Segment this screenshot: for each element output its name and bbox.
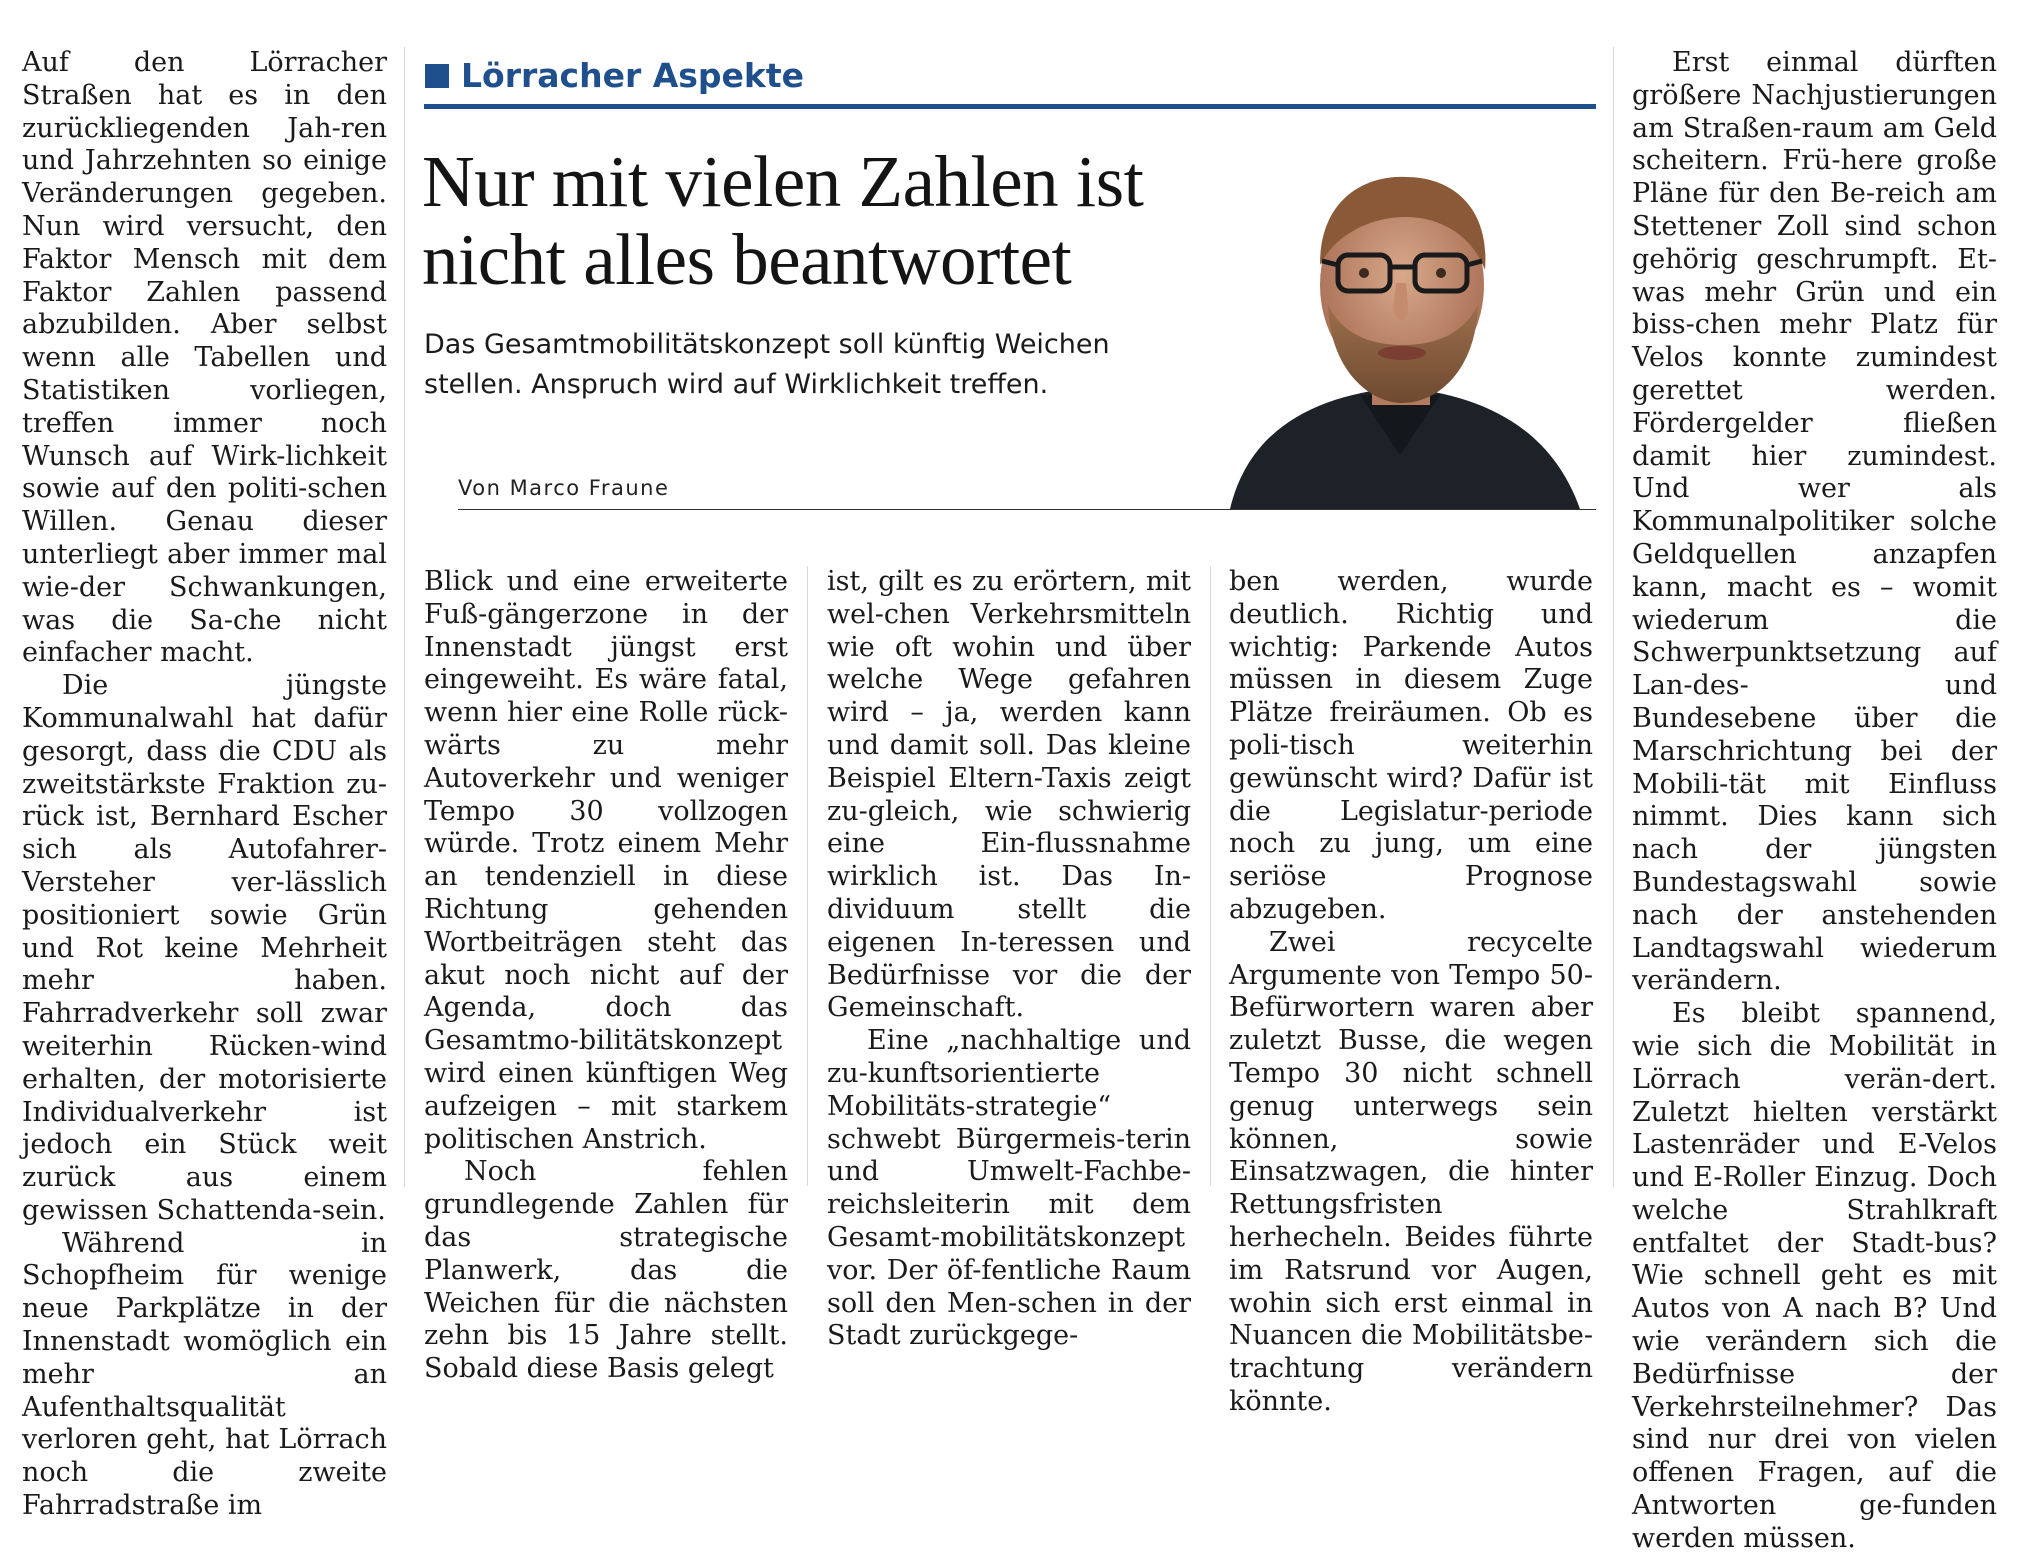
article-column-1: [22, 47, 387, 1522]
byline-rule: [458, 509, 1596, 510]
deck: [424, 325, 1184, 405]
paragraph: ist, gilt es zu erörtern, mit wel-chen Verkehrsmitteln wie oft wohin und über welche Wege gefahren wird – ja, werden kann und damit soll. Das kleine Beispiel Eltern-Taxis zeigt zu-gleich, wie schwierig eine Ein-flussnahme wirklich ist. Das In-dividuum stellt die eigenen In-teressen und Bedürfnisse vor die der Gemeinschaft.: [827, 566, 1191, 1024]
paragraph: Auf den Lörracher Straßen hat es in den zurückliegenden Jah-ren und Jahrzehnten so einige Veränderungen gegeben. Nun wird versucht, den Faktor Mensch mit dem Faktor Zahlen passend abzubilden. Aber selbst wenn alle Tabellen und Statistiken vorliegen, treffen immer noch Wunsch auf Wirk-lichkeit sowie auf den politi-schen Willen. Genau dieser unterliegt aber immer mal wie-der Schwankungen, was die Sa-che nicht einfacher macht.: [22, 47, 387, 669]
article-column-3: [827, 566, 1191, 1353]
byline: Von Marco Fraune: [458, 476, 670, 500]
headline: [422, 143, 1242, 299]
paragraph: Die jüngste Kommunalwahl hat dafür gesorgt, dass die CDU als zweitstärkste Fraktion zu-rück ist, Bernhard Escher sich als Autofahrer-Versteher ver-lässlich positioniert sowie Grün und Rot keine Mehrheit mehr haben. Fahrradverkehr soll zwar weiterhin Rücken-wind erhalten, der motorisierte Individualverkehr ist jedoch ein Stück weit zurück aus einem gewissen Schattenda-sein.: [22, 670, 387, 1226]
paragraph: Erst einmal dürften größere Nachjustierungen am Straßen-raum am Geld scheitern. Frü-here große Pläne für den Be-reich am Stettener Zoll sind schon gehörig geschrumpft. Et-was mehr Grün und ein biss-chen mehr Platz für Velos konnte zumindest gerettet werden. Fördergelder fließen damit hier zumindest. Und wer als Kommunalpolitiker solche Geldquellen anzapfen kann, macht es – womit wiederum die Schwerpunktsetzung auf Lan-des- und Bundesebene über die Marschrichtung bei der Mobili-tät mit Einfluss nimmt. Dies kann sich nach der jüngsten Bundestagswahl sowie nach der anstehenden Landtagswahl wiederum verändern.: [1632, 47, 1997, 997]
deck-line: Das Gesamtmobilitätskonzept soll künftig Weichen: [424, 329, 1110, 360]
column-divider: [1210, 566, 1211, 1186]
deck-line: stellen. Anspruch wird auf Wirklichkeit treffen.: [424, 369, 1049, 400]
paragraph: Es bleibt spannend, wie sich die Mobilität in Lörrach verän-dert. Zuletzt hielten verstärkt Lastenräder und E-Velos und E-Roller Einzug. Doch welche Strahlkraft entfaltet der Stadt-bus? Wie schnell geht es mit Autos von A nach B? Und wie verändern sich die Bedürfnisse der Verkehrsteilnehmer? Das sind nur drei von vielen offenen Fragen, auf die Antworten ge-funden werden müssen.: [1632, 998, 1997, 1554]
author-portrait-icon: [1210, 155, 1590, 509]
rubric-square-icon: [425, 64, 449, 88]
rubric-rule: [424, 104, 1596, 109]
article-column-5: [1632, 47, 1997, 1556]
column-divider: [807, 566, 808, 1186]
paragraph: Noch fehlen grundlegende Zahlen für das strategische Planwerk, das die Weichen für die nächsten zehn bis 15 Jahre stellt. Sobald diese Basis gelegt: [424, 1156, 788, 1385]
paragraph: Zwei recycelte Argumente von Tempo 50-Befürwortern waren aber zuletzt Busse, die wegen Tempo 30 nicht schnell genug unterwegs sein können, sowie Einsatzwagen, die hinter Rettungsfristen herhecheln. Beides führte im Ratsrund vor Augen, wohin sich erst einmal in Nuancen die Mobilitätsbe-trachtung verändern könnte.: [1229, 926, 1593, 1417]
section-rubric: [425, 56, 804, 95]
column-divider: [404, 47, 405, 1187]
article-column-2: [424, 566, 788, 1386]
paragraph: ben werden, wurde deutlich. Richtig und wichtig: Parkende Autos müssen in diesem Zuge Plätze freiräumen. Ob es poli-tisch weiterhin gewünscht wird? Dafür ist die Legislatur-periode noch zu jung, um eine seriöse Prognose abzugeben.: [1229, 566, 1593, 925]
paragraph: Eine „nachhaltige und zu-kunftsorientierte Mobilitäts-strategie“ schwebt Bürgermeis-terin und Umwelt-Fachbe-reichsleiterin mit dem Gesamt-mobilitätskonzept vor. Der öf-fentliche Raum soll den Men-schen in der Stadt zurückgege-: [827, 1025, 1191, 1352]
headline-line: nicht alles beantwortet: [422, 219, 1072, 300]
article-column-4: [1229, 566, 1593, 1419]
rubric-label: Lörracher Aspekte: [461, 56, 805, 95]
column-divider: [1613, 47, 1614, 1187]
headline-line: Nur mit vielen Zahlen ist: [422, 141, 1144, 222]
paragraph: Während in Schopfheim für wenige neue Parkplätze in der Innenstadt womöglich ein mehr an Aufenthaltsqualität verloren geht, hat Lörrach noch die zweite Fahrradstraße im: [22, 1227, 387, 1522]
paragraph: Blick und eine erweiterte Fuß-gängerzone in der Innenstadt jüngst erst eingeweiht. Es wäre fatal, wenn hier eine Rolle rück-wärts zu mehr Autoverkehr und weniger Tempo 30 vollzogen würde. Trotz einem Mehr an tendenziell in diese Richtung gehenden Wortbeiträgen steht das akut noch nicht auf der Agenda, doch das Gesamtmo-bilitätskonzept wird einen künftigen Weg aufzeigen – mit starkem politischen Anstrich.: [424, 566, 788, 1155]
